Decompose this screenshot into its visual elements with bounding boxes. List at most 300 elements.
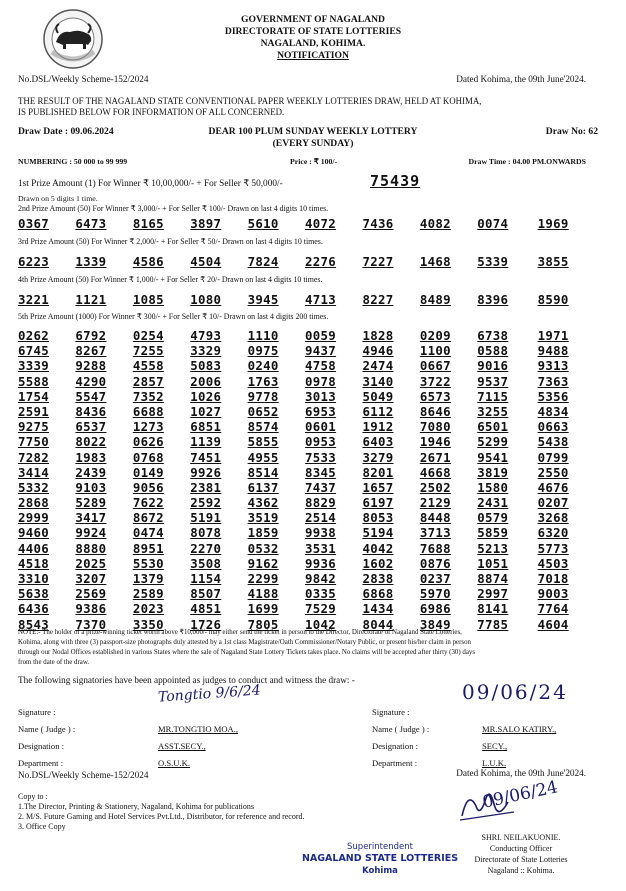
prize-number: 7533	[305, 449, 337, 465]
left-judge-name: MR.TONGTIO MOA.,	[158, 724, 239, 734]
copy-item: 2. M/S. Future Gaming and Hotel Services Pvt.Ltd., Distributor, for reference and record.	[18, 812, 305, 821]
table-row	[18, 434, 598, 449]
stamp-superintendent: Superintendent	[347, 842, 413, 852]
prize-number: 0667	[419, 358, 451, 374]
copy-item: 3. Office Copy	[18, 822, 66, 831]
prize-number: 0367	[18, 216, 50, 231]
prize-number: 2025	[75, 555, 107, 571]
prize-number: 1121	[75, 292, 107, 307]
prize-number: 9938	[305, 525, 337, 541]
prize-number: 2299	[247, 571, 279, 586]
table-row	[18, 465, 598, 480]
table-row	[18, 495, 598, 510]
prize-number: 0601	[305, 419, 337, 435]
prize-number: 9541	[477, 449, 509, 465]
prize-number: 6868	[362, 586, 394, 602]
table-row	[18, 358, 598, 373]
prize-number: 9936	[305, 555, 337, 571]
table-row	[18, 374, 598, 389]
prize-number: 2997	[477, 586, 509, 602]
prize-number: 1139	[190, 434, 222, 450]
table-row	[18, 541, 598, 556]
prize-number: 0532	[247, 540, 279, 556]
prize-number: 3350	[132, 616, 164, 632]
prize-number: 2474	[362, 358, 394, 374]
prize-number: 0588	[477, 343, 509, 359]
prize-number: 4072	[305, 216, 337, 231]
prize-number: 1468	[419, 254, 451, 269]
prize-number: 8022	[75, 434, 107, 450]
prize-number: 8141	[477, 601, 509, 617]
prize-number: 5970	[419, 586, 451, 602]
prize-number: 4834	[537, 403, 569, 419]
footer-date: Dated Kohima, the 09th June'2024.	[456, 768, 586, 778]
prize-number: 1828	[362, 328, 394, 343]
prize-number: 5194	[362, 525, 394, 541]
prize-number: 3013	[305, 388, 337, 404]
prize-number: 7018	[537, 571, 569, 586]
prize-number: 2439	[75, 464, 107, 480]
prize-number: 1969	[537, 216, 569, 231]
prize-number: 3339	[18, 358, 50, 374]
signature-flourish-icon	[458, 786, 518, 826]
prize-number: 3519	[247, 510, 279, 526]
prize-number: 6320	[537, 525, 569, 541]
prize-number: 7255	[132, 343, 164, 359]
prize-number: 0335	[305, 586, 337, 602]
prize-number: 4793	[190, 328, 222, 343]
prize-number: 0059	[305, 328, 337, 343]
ticket-price: Price : ₹ 100/-	[290, 157, 338, 166]
conducting-officer-title: Conducting Officer	[489, 844, 553, 853]
prize-number: 8489	[419, 292, 451, 307]
prize-number: 0237	[419, 571, 451, 586]
prize-number: 0975	[247, 343, 279, 359]
prize-number: 4676	[537, 479, 569, 495]
right-judge-name: MR.SALO KATIRY.,	[482, 724, 557, 734]
prize-number: 4758	[305, 358, 337, 374]
scheme-reference: No.DSL/Weekly Scheme-152/2024	[18, 74, 149, 84]
prize-number: 4604	[537, 616, 569, 632]
right-name-label: Name ( Judge ) :	[372, 724, 430, 734]
prize-number: 9288	[75, 358, 107, 374]
prize-number: 6473	[75, 216, 107, 231]
prize-number: 6112	[362, 403, 394, 419]
prize-number: 9488	[537, 343, 569, 359]
prize-number: 4946	[362, 343, 394, 359]
left-judge-department: O.S.U.K.	[158, 758, 190, 768]
prize-number: 1085	[132, 292, 164, 307]
prize-number: 6953	[305, 403, 337, 419]
right-signature-label: Signature :	[372, 707, 410, 717]
draw-number: Draw No: 62	[545, 126, 598, 137]
prize-number: 0254	[132, 328, 164, 343]
prize-number: 8951	[132, 540, 164, 556]
prize-number: 3945	[247, 292, 279, 307]
prize-number: 5289	[75, 495, 107, 511]
prize-number: 6223	[18, 254, 50, 269]
prize-number: 6688	[132, 403, 164, 419]
prize-number: 1100	[419, 343, 451, 359]
prize-number: 1110	[247, 328, 279, 343]
signature-scribble	[458, 786, 518, 831]
prize-number: 5547	[75, 388, 107, 404]
copy-item: 1.The Director, Printing & Stationery, Nagaland, Kohima for publications	[18, 802, 254, 811]
prize-number: 1859	[247, 525, 279, 541]
prize-number: 9778	[247, 388, 279, 404]
first-prize-label: 1st Prize Amount (1) For Winner ₹ 10,00,000/- + For Seller ₹ 50,000/-	[18, 179, 283, 189]
prize-number: 1051	[477, 555, 509, 571]
prize-number: 5855	[247, 434, 279, 450]
prize-number: 1726	[190, 616, 222, 632]
prize-number: 8436	[75, 403, 107, 419]
prize-number: 3849	[419, 616, 451, 632]
table-row	[18, 216, 598, 231]
table-row	[18, 292, 598, 307]
prize-number: 1946	[419, 434, 451, 450]
prize-number: 8267	[75, 343, 107, 359]
prize-number: 9437	[305, 343, 337, 359]
prize-number: 1699	[247, 601, 279, 617]
prize-number: 2838	[362, 571, 394, 586]
third-prize-label: 3rd Prize Amount (50) For Winner ₹ 2,000/- + For Seller ₹ 50/- Drawn on last 4 digits 10 times.	[18, 237, 323, 246]
prize-number: 4955	[247, 449, 279, 465]
prize-number: 4082	[419, 216, 451, 231]
prize-number: 9103	[75, 479, 107, 495]
prize-number: 6501	[477, 419, 509, 435]
prize-number: 0240	[247, 358, 279, 374]
prize-number: 2270	[190, 540, 222, 556]
table-row	[18, 601, 598, 616]
prize-number: 1580	[477, 479, 509, 495]
issue-date: Dated Kohima, the 09th June'2024.	[456, 74, 586, 84]
conducting-officer-name: SHRI. NEILAKUONIE.	[481, 833, 561, 842]
fifth-prize-numbers	[18, 328, 598, 632]
fourth-prize-numbers	[18, 292, 598, 307]
prize-number: 2589	[132, 586, 164, 602]
prize-number: 1754	[18, 388, 50, 404]
prize-number: 3310	[18, 571, 50, 586]
prize-number: 1080	[190, 292, 222, 307]
prize-number: 7227	[362, 254, 394, 269]
prize-number: 9926	[190, 464, 222, 480]
prize-number: 5638	[18, 586, 50, 602]
prize-number: 3417	[75, 510, 107, 526]
prize-number: 0978	[305, 373, 337, 389]
left-designation-label: Designation :	[18, 741, 65, 751]
prize-number: 8345	[305, 464, 337, 480]
prize-number: 2999	[18, 510, 50, 526]
prize-number: 4518	[18, 555, 50, 571]
prize-number: 3414	[18, 464, 50, 480]
prize-number: 1602	[362, 555, 394, 571]
prize-number: 4362	[247, 495, 279, 511]
prize-number: 3508	[190, 555, 222, 571]
intro-line-1: THE RESULT OF THE NAGALAND STATE CONVENTIONAL PAPER WEEKLY LOTTERIES DRAW, HELD AT KOHIMA,	[18, 96, 482, 106]
prize-number: 8672	[132, 510, 164, 526]
table-row	[18, 389, 598, 404]
prize-number: 7363	[537, 373, 569, 389]
header-notification: NOTIFICATION	[277, 50, 349, 61]
prize-number: 2006	[190, 373, 222, 389]
prize-number: 0768	[132, 449, 164, 465]
prize-number: 5438	[537, 434, 569, 450]
prize-number: 6573	[419, 388, 451, 404]
prize-number: 2276	[305, 254, 337, 269]
prize-number: 3207	[75, 571, 107, 586]
prize-number: 2431	[477, 495, 509, 511]
prize-number: 5773	[537, 540, 569, 556]
draw-date: Draw Date : 09.06.2024	[18, 126, 114, 137]
table-row	[18, 571, 598, 586]
lottery-subtitle: (EVERY SUNDAY)	[272, 138, 354, 149]
first-prize-number: 75439	[370, 172, 421, 190]
header-government: GOVERNMENT OF NAGALAND	[241, 14, 385, 25]
prize-number: 7437	[305, 479, 337, 495]
table-row	[18, 328, 598, 343]
prize-number: 0652	[247, 403, 279, 419]
prize-number: 9537	[477, 373, 509, 389]
prize-number: 8590	[537, 292, 569, 307]
prize-number: 9016	[477, 358, 509, 374]
prize-number: 7451	[190, 449, 222, 465]
prize-number: 7805	[247, 616, 279, 632]
prize-number: 8044	[362, 616, 394, 632]
table-row	[18, 254, 598, 269]
prize-number: 8829	[305, 495, 337, 511]
prize-number: 0799	[537, 449, 569, 465]
fifth-prize-label: 5th Prize Amount (1000) For Winner ₹ 300/- + For Seller ₹ 10/- Drawn on last 4 digits 200 times.	[18, 312, 329, 321]
prize-number: 3722	[419, 373, 451, 389]
left-judge-designation: ASST.SECY.,	[158, 741, 206, 751]
table-row	[18, 586, 598, 601]
prize-number: 7282	[18, 449, 50, 465]
prize-number: 6851	[190, 419, 222, 435]
prize-number: 6792	[75, 328, 107, 343]
footer-scheme-reference: No.DSL/Weekly Scheme-152/2024	[18, 770, 149, 780]
prize-number: 7115	[477, 388, 509, 404]
prize-number: 3855	[537, 254, 569, 269]
prize-number: 5588	[18, 373, 50, 389]
left-department-label: Department :	[18, 758, 64, 768]
prize-number: 1154	[190, 571, 222, 586]
prize-number: 4042	[362, 540, 394, 556]
prize-number: 9842	[305, 571, 337, 586]
left-judge-signature: Tongtio 9/6/24	[157, 682, 262, 706]
prize-number: 1434	[362, 601, 394, 617]
prize-number: 1763	[247, 373, 279, 389]
conducting-officer-location: Nagaland :: Kohima.	[487, 866, 555, 875]
prize-number: 1912	[362, 419, 394, 435]
prize-number: 8514	[247, 464, 279, 480]
prize-number: 4668	[419, 464, 451, 480]
prize-number: 6403	[362, 434, 394, 450]
prize-number: 4503	[537, 555, 569, 571]
prize-number: 2502	[419, 479, 451, 495]
right-designation-label: Designation :	[372, 741, 419, 751]
prize-number: 2514	[305, 510, 337, 526]
table-row	[18, 419, 598, 434]
prize-number: 6197	[362, 495, 394, 511]
prize-number: 8201	[362, 464, 394, 480]
prize-number: 7750	[18, 434, 50, 450]
prize-number: 8507	[190, 586, 222, 602]
right-judge-designation: SECY.,	[482, 741, 508, 751]
prize-number: 2857	[132, 373, 164, 389]
prize-number: 8874	[477, 571, 509, 586]
prize-number: 7370	[75, 616, 107, 632]
prize-number: 2129	[419, 495, 451, 511]
prize-number: 0953	[305, 434, 337, 450]
prize-number: 8574	[247, 419, 279, 435]
lottery-title: DEAR 100 PLUM SUNDAY WEEKLY LOTTERY	[208, 126, 418, 137]
prize-number: 2569	[75, 586, 107, 602]
prize-number: 1339	[75, 254, 107, 269]
prize-number: 5213	[477, 540, 509, 556]
prize-number: 3713	[419, 525, 451, 541]
prize-number: 9162	[247, 555, 279, 571]
prize-number: 8646	[419, 403, 451, 419]
prize-number: 7436	[362, 216, 394, 231]
prize-number: 1379	[132, 571, 164, 586]
prize-number: 9313	[537, 358, 569, 374]
prize-number: 3255	[477, 403, 509, 419]
signatories-intro: The following signatories have been appointed as judges to conduct and witness the draw: -	[18, 675, 355, 685]
prize-number: 3897	[190, 216, 222, 231]
prize-number: 0474	[132, 525, 164, 541]
left-signature-label: Signature :	[18, 707, 56, 717]
prize-number: 5299	[477, 434, 509, 450]
prize-number: 8448	[419, 510, 451, 526]
note-line-3: through our Nodal Offices established in various States where the sale of Nagaland State Lottery Tickets takes place. No claims will be accepted after thirty (30) days	[18, 649, 476, 656]
table-row	[18, 556, 598, 571]
copy-to-heading: Copy to :	[18, 792, 48, 801]
prize-number: 3819	[477, 464, 509, 480]
table-row	[18, 480, 598, 495]
prize-number: 1971	[537, 328, 569, 343]
prize-number: 0207	[537, 495, 569, 511]
third-prize-numbers	[18, 254, 598, 269]
prize-number: 6738	[477, 328, 509, 343]
prize-number: 7352	[132, 388, 164, 404]
prize-number: 9275	[18, 419, 50, 435]
prize-number: 2550	[537, 464, 569, 480]
prize-number: 2591	[18, 403, 50, 419]
prize-number: 5356	[537, 388, 569, 404]
table-row	[18, 404, 598, 419]
prize-number: 6745	[18, 343, 50, 359]
prize-number: 0663	[537, 419, 569, 435]
prize-number: 7622	[132, 495, 164, 511]
prize-number: 1273	[132, 419, 164, 435]
prize-number: 8543	[18, 616, 50, 632]
intro-line-2: IS PUBLISHED BELOW FOR INFORMATION OF ALL CONCERNED.	[18, 107, 285, 117]
prize-number: 6137	[247, 479, 279, 495]
prize-number: 0262	[18, 328, 50, 343]
prize-number: 1657	[362, 479, 394, 495]
second-prize-numbers	[18, 216, 598, 231]
prize-number: 5191	[190, 510, 222, 526]
note-line-1: NOTE:- The holder of a prize-winning ticket worth above ₹10,000/- may either send the ticket in person to the Director, Directorate of Nagaland State Lotteries,	[18, 629, 462, 636]
prize-number: 0876	[419, 555, 451, 571]
prize-number: 4504	[190, 254, 222, 269]
fourth-prize-label: 4th Prize Amount (50) For Winner ₹ 1,000/- + For Seller ₹ 20/- Drawn on last 4 digits 10 times.	[18, 275, 323, 284]
prize-number: 2023	[132, 601, 164, 617]
prize-number: 0626	[132, 434, 164, 450]
conducting-officer-directorate: Directorate of State Lotteries	[474, 855, 568, 864]
note-line-2: Kohima, along with three (3) passport-size photographs duly attested by a 1st class Magistrate/Oath Commissioner/Notary Public, or present his/her claim in person	[18, 639, 471, 646]
prize-number: 5610	[247, 216, 279, 231]
header-location: NAGALAND, KOHIMA.	[260, 38, 366, 49]
prize-number: 6986	[419, 601, 451, 617]
prize-number: 4290	[75, 373, 107, 389]
table-row	[18, 343, 598, 358]
prize-number: 1983	[75, 449, 107, 465]
prize-number: 9056	[132, 479, 164, 495]
prize-number: 4558	[132, 358, 164, 374]
stamp-location: Kohima	[362, 866, 398, 876]
prize-number: 4851	[190, 601, 222, 617]
conducting-officer-signature: 09/06/24	[480, 777, 560, 813]
draw-time: Draw Time : 04.00 PM.ONWARDS	[468, 157, 586, 166]
header-directorate: DIRECTORATE OF STATE LOTTERIES	[224, 26, 402, 37]
prize-number: 3329	[190, 343, 222, 359]
prize-number: 7688	[419, 540, 451, 556]
prize-number: 5332	[18, 479, 50, 495]
note-line-4: from the date of the draw.	[18, 659, 90, 666]
prize-number: 3221	[18, 292, 50, 307]
prize-number: 5049	[362, 388, 394, 404]
prize-number: 7529	[305, 601, 337, 617]
prize-number: 9460	[18, 525, 50, 541]
right-judge-department: L.U.K.	[482, 758, 507, 768]
first-prize-note: Drawn on 5 digits 1 time.	[18, 194, 98, 203]
prize-number: 6537	[75, 419, 107, 435]
table-row	[18, 525, 598, 540]
prize-number: 7785	[477, 616, 509, 632]
prize-number: 4713	[305, 292, 337, 307]
left-name-label: Name ( Judge ) :	[18, 724, 76, 734]
prize-number: 0074	[477, 216, 509, 231]
table-row	[18, 450, 598, 465]
prize-number: 3279	[362, 449, 394, 465]
numbering-range: NUMBERING : 50 000 to 99 999	[18, 157, 128, 166]
prize-number: 5339	[477, 254, 509, 269]
prize-number: 8078	[190, 525, 222, 541]
prize-number: 5859	[477, 525, 509, 541]
prize-number: 8396	[477, 292, 509, 307]
prize-number: 3531	[305, 540, 337, 556]
prize-number: 8227	[362, 292, 394, 307]
prize-number: 8880	[75, 540, 107, 556]
right-judge-signature: 09/06/24	[462, 680, 568, 704]
prize-number: 2592	[190, 495, 222, 511]
prize-number: 3268	[537, 510, 569, 526]
prize-number: 3140	[362, 373, 394, 389]
prize-number: 5530	[132, 555, 164, 571]
prize-number: 0209	[419, 328, 451, 343]
prize-number: 5083	[190, 358, 222, 374]
prize-number: 9924	[75, 525, 107, 541]
prize-number: 7764	[537, 601, 569, 617]
prize-number: 9003	[537, 586, 569, 602]
prize-number: 8165	[132, 216, 164, 231]
prize-number: 0579	[477, 510, 509, 526]
prize-number: 2868	[18, 495, 50, 511]
prize-number: 4188	[247, 586, 279, 602]
prize-number: 1042	[305, 616, 337, 632]
prize-number: 1027	[190, 403, 222, 419]
